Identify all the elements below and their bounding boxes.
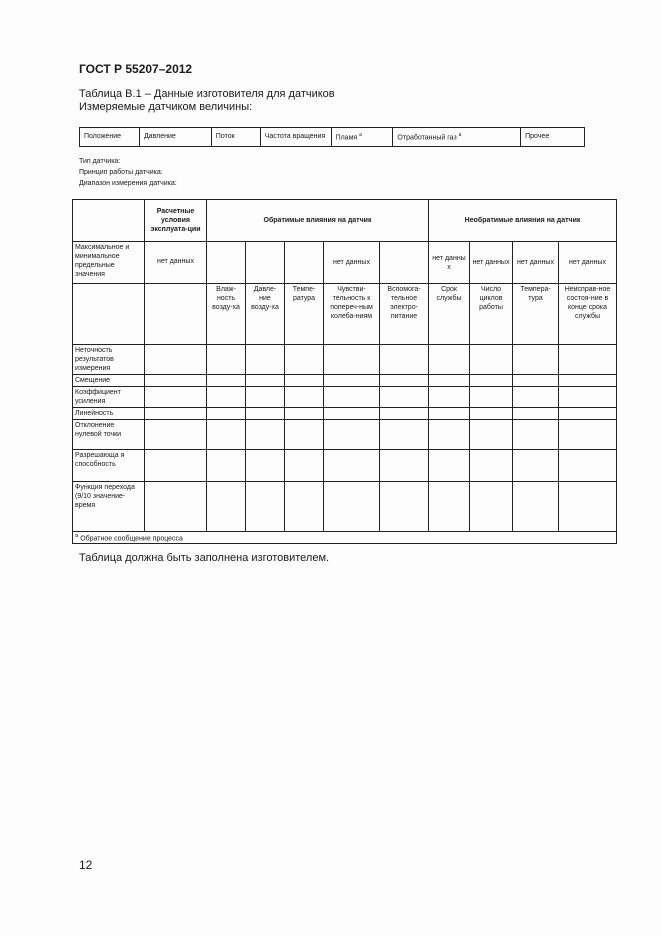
empty-cell (470, 345, 513, 375)
empty-cell (429, 420, 470, 450)
empty-cell (380, 420, 429, 450)
quantity-cell: Положение (80, 128, 140, 147)
empty-cell (324, 387, 380, 408)
subheader-cell: Неисправ-ное состоя-ние в конце срока службы (559, 284, 617, 345)
subheader-cell: Вспомога-тельное электро-питание (380, 284, 429, 345)
empty-cell (513, 482, 559, 532)
empty-cell (246, 408, 285, 420)
sensor-type-label: Тип датчика: (79, 158, 121, 165)
cell-no-data: нет данных (324, 242, 380, 284)
table-subcaption: Измеряемые датчиком величины: (79, 101, 253, 113)
empty-cell (145, 408, 207, 420)
measuring-range-label: Диапазон измерения датчика: (79, 180, 177, 187)
empty-cell (429, 482, 470, 532)
empty-cell (324, 345, 380, 375)
empty-cell (145, 482, 207, 532)
empty-cell (324, 408, 380, 420)
empty-cell (145, 387, 207, 408)
empty-cell (207, 242, 246, 284)
empty-cell (285, 345, 324, 375)
cell-no-data: нет данны х (429, 242, 470, 284)
empty-cell (470, 482, 513, 532)
document-header: ГОСТ Р 55207–2012 (79, 62, 193, 76)
empty-cell (559, 375, 617, 387)
subheader-cell: Темпе-ратура (285, 284, 324, 345)
empty-cell (246, 242, 285, 284)
empty-cell (324, 482, 380, 532)
cell-no-data: нет данных (559, 242, 617, 284)
empty-cell (246, 345, 285, 375)
empty-cell (559, 345, 617, 375)
manufacturer-data-table (72, 199, 617, 544)
empty-cell (470, 408, 513, 420)
empty-cell (470, 375, 513, 387)
empty-cell (207, 408, 246, 420)
quantities-table (79, 127, 585, 147)
quantity-cell: Поток (211, 128, 260, 147)
empty-cell (207, 345, 246, 375)
quantity-cell: Пламя $^a$ (331, 128, 393, 147)
irreversible-header: Необратимые влияния на датчик (429, 200, 617, 242)
empty-cell (207, 450, 246, 482)
empty-cell (207, 387, 246, 408)
row-label: Неточность результатов измерения (73, 345, 145, 375)
empty-cell (513, 375, 559, 387)
row-label: Максимальное и минимальное предельные значения (73, 242, 145, 284)
empty-cell (246, 482, 285, 532)
empty-cell (380, 450, 429, 482)
empty-cell (145, 375, 207, 387)
subheader-cell: Срок службы (429, 284, 470, 345)
empty-cell (513, 408, 559, 420)
empty-cell (429, 450, 470, 482)
empty-cell (429, 408, 470, 420)
fill-note: Таблица должна быть заполнена изготовителем. (79, 552, 330, 564)
empty-cell (285, 408, 324, 420)
empty-cell (380, 387, 429, 408)
empty-cell (470, 387, 513, 408)
quantity-cell: Прочее (521, 128, 585, 147)
empty-cell (429, 375, 470, 387)
empty-cell (559, 450, 617, 482)
empty-cell (470, 450, 513, 482)
cell-no-data: нет данных (145, 242, 207, 284)
empty-cell (380, 345, 429, 375)
row-label: Функция перехода (9/10 значение-время (73, 482, 145, 532)
empty-cell (380, 242, 429, 284)
empty-cell (513, 450, 559, 482)
empty-cell (145, 420, 207, 450)
empty-cell (285, 482, 324, 532)
empty-cell (246, 450, 285, 482)
subheader-cell: Чувстви-тельность к попереч-ным колеба-ниям (324, 284, 380, 345)
row-label: Разрешающа я способность (73, 450, 145, 482)
row-label: Линейность (73, 408, 145, 420)
empty-cell (246, 420, 285, 450)
empty-cell (246, 387, 285, 408)
quantity-cell: Давление (139, 128, 211, 147)
empty-cell (559, 482, 617, 532)
subheader-cell: Темпера-тура (513, 284, 559, 345)
page-number: 12 (79, 858, 93, 872)
cell-no-data: нет данных (513, 242, 559, 284)
empty-cell (513, 387, 559, 408)
empty-cell (73, 284, 145, 345)
empty-cell (429, 345, 470, 375)
empty-cell (285, 420, 324, 450)
empty-cell (145, 450, 207, 482)
row-label: Коэффициент усиления (73, 387, 145, 408)
subheader-cell: Влаж-ность возду-ха (207, 284, 246, 345)
empty-cell (470, 420, 513, 450)
row-label: Отклонение нулевой точки (73, 420, 145, 450)
empty-cell (324, 420, 380, 450)
corner-cell (73, 200, 145, 242)
empty-cell (207, 375, 246, 387)
empty-cell (429, 387, 470, 408)
row-label: Смещение (73, 375, 145, 387)
empty-cell (207, 420, 246, 450)
quantity-cell: Частота вращения (260, 128, 331, 147)
empty-cell (145, 284, 207, 345)
empty-cell (380, 408, 429, 420)
empty-cell (246, 375, 285, 387)
empty-cell (559, 387, 617, 408)
quantity-cell: Отработанный газ $^a$ (393, 128, 521, 147)
empty-cell (285, 387, 324, 408)
empty-cell (513, 345, 559, 375)
empty-cell (559, 408, 617, 420)
empty-cell (559, 420, 617, 450)
empty-cell (145, 345, 207, 375)
empty-cell (285, 450, 324, 482)
empty-cell (380, 482, 429, 532)
subheader-cell: Давле-ние возду-ха (246, 284, 285, 345)
empty-cell (285, 375, 324, 387)
subheader-cell: Число циклов работы (470, 284, 513, 345)
empty-cell (207, 482, 246, 532)
empty-cell (380, 375, 429, 387)
reversible-header: Обратимые влияния на датчик (207, 200, 429, 242)
table-footnote: $^a$ Обратное сообщение процесса (73, 532, 617, 544)
empty-cell (324, 375, 380, 387)
working-principle-label: Принцип работы датчика: (79, 169, 163, 176)
table-caption: Таблица В.1 – Данные изготовителя для датчиков (79, 88, 335, 100)
conditions-header: Расчетные условия эксплуата-ции (145, 200, 207, 242)
empty-cell (324, 450, 380, 482)
empty-cell (513, 420, 559, 450)
cell-no-data: нет данных (470, 242, 513, 284)
empty-cell (285, 242, 324, 284)
